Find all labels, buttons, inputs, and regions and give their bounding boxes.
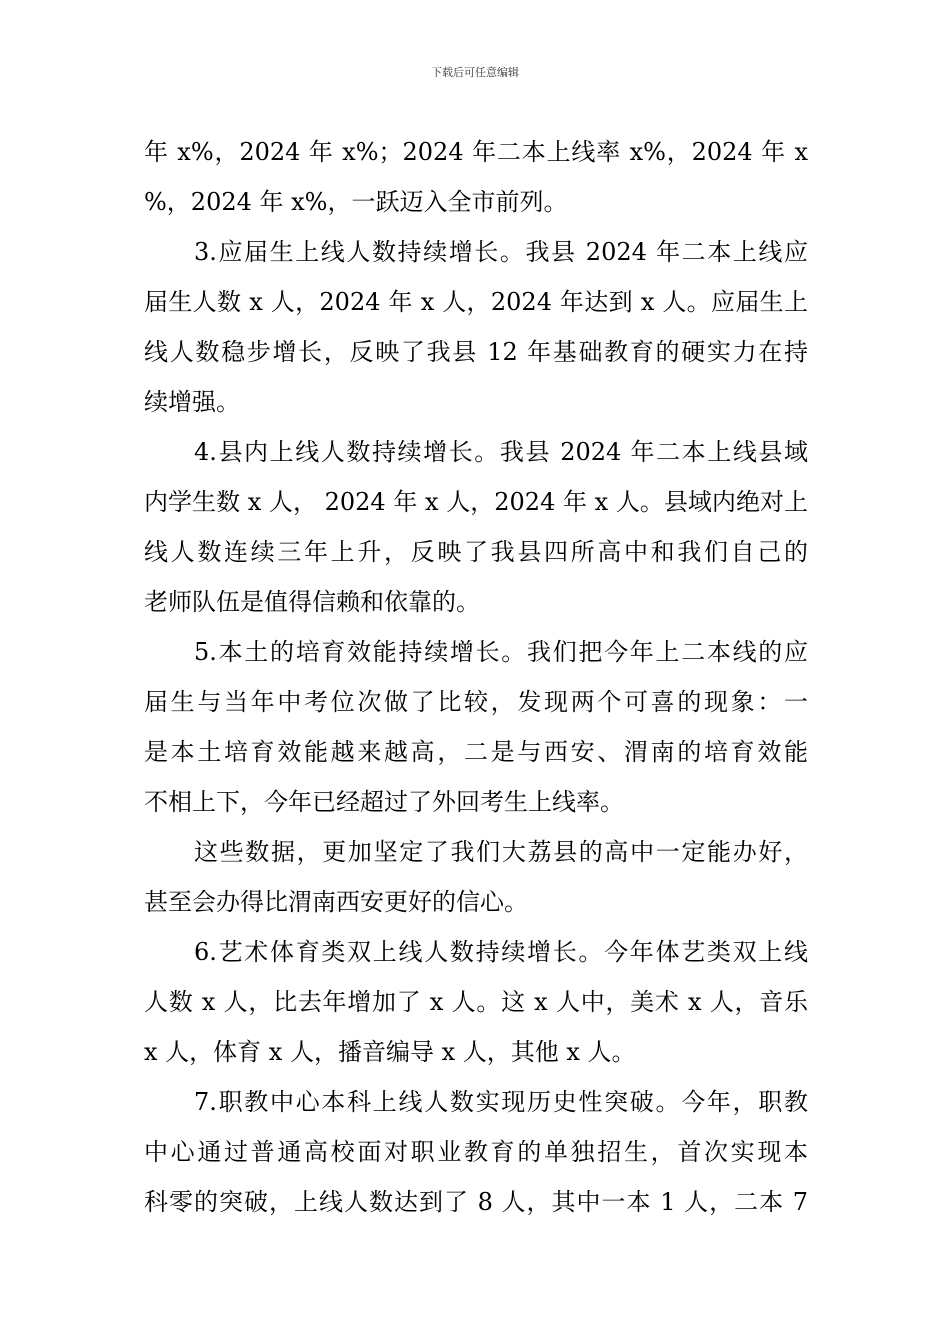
text-line: 5.本土的培育效能持续增长。我们把今年上二本线的应 (194, 638, 808, 666)
paragraph (144, 427, 808, 627)
text-line: 续增强。 (144, 388, 240, 416)
text-line: 人数 x 人，比去年增加了 x 人。这 x 人中，美术 x 人，音乐 (144, 988, 808, 1016)
text-line: 7.职教中心本科上线人数实现历史性突破。今年，职教 (194, 1088, 808, 1116)
paragraph (144, 127, 808, 227)
text-line: 6.艺术体育类双上线人数持续增长。今年体艺类双上线 (194, 938, 808, 966)
paragraph (144, 827, 808, 927)
text-line: 不相上下，今年已经超过了外回考生上线率。 (144, 788, 624, 816)
paragraph (144, 927, 808, 1077)
text-line: 科零的突破，上线人数达到了 8 人，其中一本 1 人，二本 7 (144, 1188, 808, 1216)
paragraph (144, 1077, 808, 1227)
text-line: 甚至会办得比渭南西安更好的信心。 (144, 888, 528, 916)
text-line: 是本土培育效能越来越高，二是与西安、渭南的培育效能 (144, 738, 808, 766)
document-body (144, 127, 808, 1227)
text-line: 老师队伍是值得信赖和依靠的。 (144, 588, 480, 616)
text-line: 届生人数 x 人，2024 年 x 人，2024 年达到 x 人。应届生上 (144, 288, 808, 316)
page-header: 下载后可任意编辑 (431, 66, 519, 79)
text-line: 中心通过普通高校面对职业教育的单独招生，首次实现本 (144, 1138, 808, 1166)
paragraph (144, 627, 808, 827)
text-line: 这些数据，更加坚定了我们大荔县的高中一定能办好， (194, 838, 808, 866)
text-line: 3.应届生上线人数持续增长。我县 2024 年二本上线应 (194, 238, 808, 266)
text-line: %，2024 年 x%，一跃迈入全市前列。 (144, 188, 568, 216)
text-line: 4.县内上线人数持续增长。我县 2024 年二本上线县域 (194, 438, 808, 466)
text-line: 年 x%，2024 年 x%；2024 年二本上线率 x%，2024 年 x (144, 138, 808, 166)
text-line: x 人，体育 x 人，播音编导 x 人，其他 x 人。 (144, 1038, 636, 1066)
text-line: 届生与当年中考位次做了比较，发现两个可喜的现象：一 (144, 688, 808, 716)
text-line: 内学生数 x 人， 2024 年 x 人，2024 年 x 人。县域内绝对上 (144, 488, 808, 516)
text-line: 线人数连续三年上升，反映了我县四所高中和我们自己的 (144, 538, 808, 566)
text-line: 线人数稳步增长，反映了我县 12 年基础教育的硬实力在持 (144, 338, 808, 366)
paragraph (144, 227, 808, 427)
